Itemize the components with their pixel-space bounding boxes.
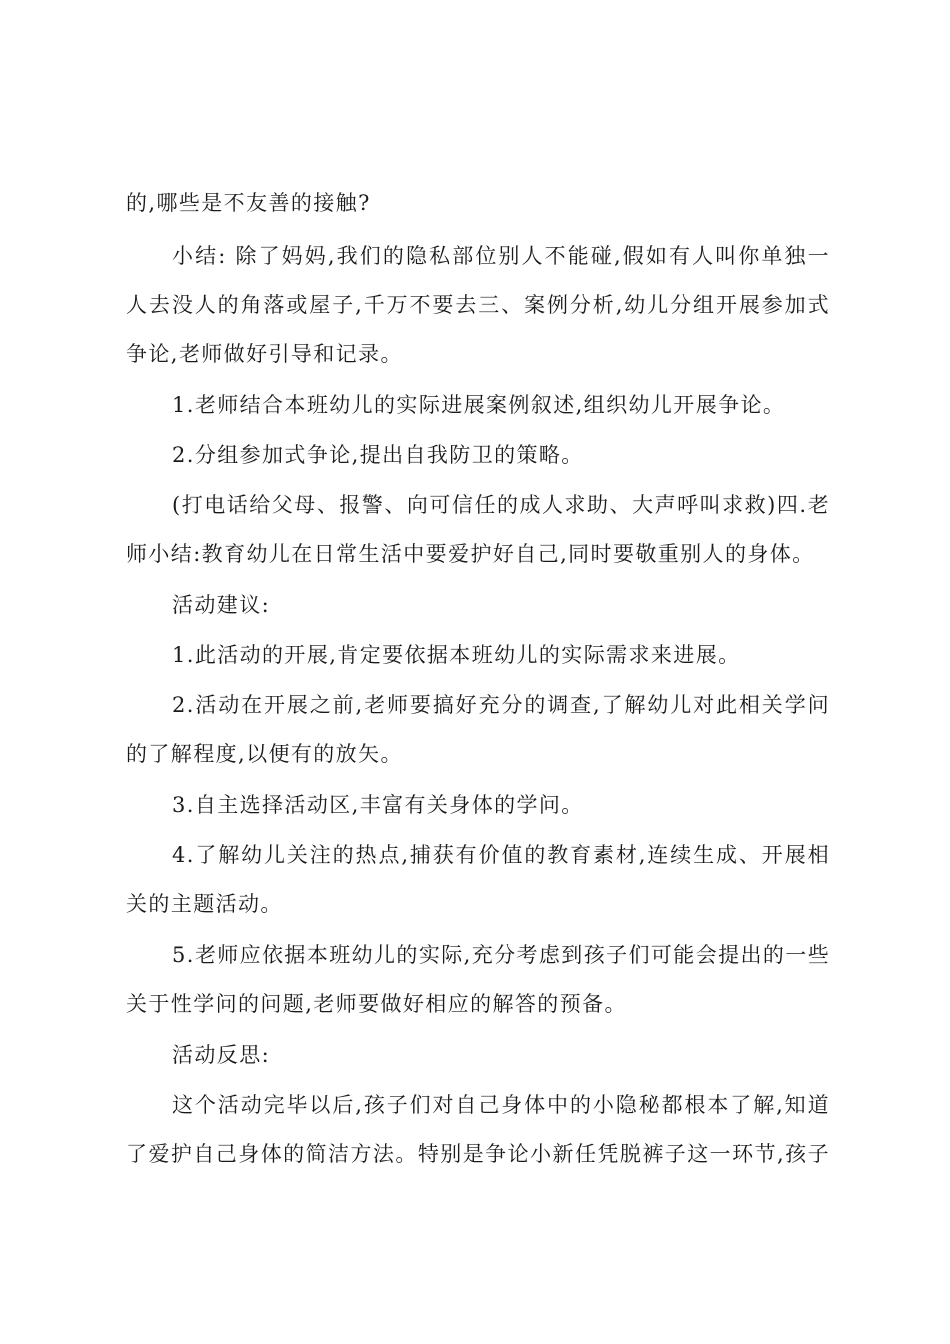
text-line: (打电话给父母、报警、向可信任的成人求助、大声呼叫求救)四.老 [172, 493, 830, 517]
text-line: 了爱护自己身体的简洁方法。特别是争论小新任凭脱裤子这一环节,孩子 [126, 1142, 830, 1166]
text-line: 师小结:教育幼儿在日常生活中要爱护好自己,同时要敬重别人的身体。 [126, 542, 815, 566]
text-line: 5.老师应依据本班幼儿的实际,充分考虑到孩子们可能会提出的一些 [172, 943, 831, 967]
text-line: 活动反思: [172, 1043, 271, 1067]
text-line: 这个活动完毕以后,孩子们对自己身体中的小隐秘都根本了解,知道 [172, 1093, 830, 1117]
text-line: 2.活动在开展之前,老师要搞好充分的调查,了解幼儿对此相关学问 [172, 693, 830, 717]
text-line: 小结: 除了妈妈,我们的隐私部位别人不能碰,假如有人叫你单独一 [172, 244, 830, 268]
text-line: 1.老师结合本班幼儿的实际进展案例叙述,组织幼儿开展争论。 [172, 393, 786, 417]
text-line: 争论,老师做好引导和记录。 [126, 342, 403, 366]
text-line: 2.分组参加式争论,提出自我防卫的策略。 [172, 443, 584, 467]
text-line: 的了解程度,以便有的放矢。 [126, 742, 403, 766]
text-line: 4.了解幼儿关注的热点,捕获有价值的教育素材,连续生成、开展相 [172, 843, 830, 867]
text-line: 活动建议: [172, 593, 271, 617]
text-line: 关的主题活动。 [126, 892, 283, 916]
text-line: 3.自主选择活动区,丰富有关身体的学问。 [172, 793, 584, 817]
text-line: 关于性学问的问题,老师要做好相应的解答的预备。 [126, 992, 627, 1016]
text-line: 1.此活动的开展,肯定要依据本班幼儿的实际需求来进展。 [172, 643, 741, 667]
text-line: 人去没人的角落或屋子,千万不要去三、案例分析,幼儿分组开展参加式 [126, 293, 830, 317]
text-line: 的,哪些是不友善的接触? [126, 191, 371, 215]
